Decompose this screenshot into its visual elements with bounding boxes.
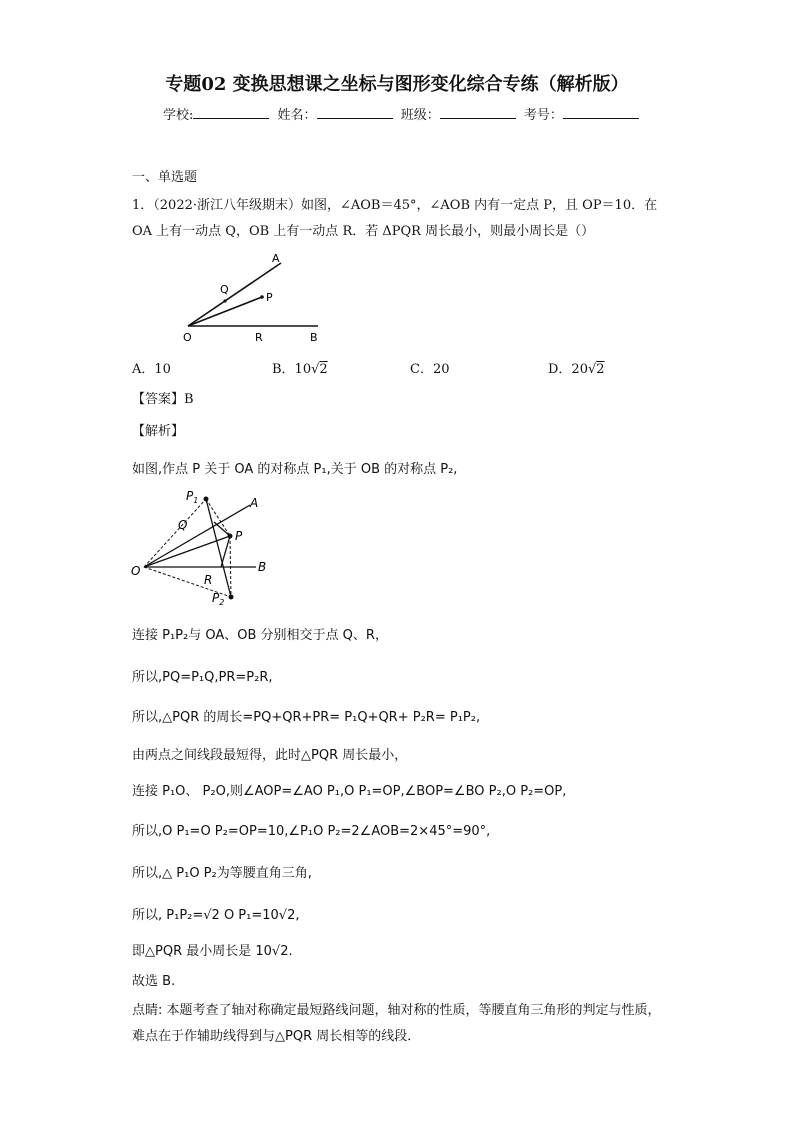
- label-b: B: [258, 560, 267, 574]
- question-figure: [180, 250, 330, 345]
- key-point-note: 点睛: 本题考查了轴对称确定最短路线问题，轴对称的性质，等腰直角三角形的判定与性质，难点在于作辅助线得到与△PQR 周长相等的线段．: [132, 1003, 661, 1044]
- point-p-dot: [228, 534, 233, 539]
- analysis-line-8: 所以,△ P₁O P₂为等腰直角三角,: [132, 866, 312, 881]
- dashed-o-p1: [144, 499, 206, 567]
- option-d-text: D．20: [548, 362, 588, 377]
- point-p2-dot: [229, 595, 234, 600]
- label-o: O: [131, 564, 141, 578]
- dashed-p1-p: [206, 499, 230, 536]
- label-q: Q: [178, 518, 188, 532]
- name-blank: [317, 106, 393, 119]
- analysis-line-3: 所以,PQ=P₁Q,PR=P₂R,: [132, 670, 273, 685]
- analysis-line-11: 故选 B.: [132, 974, 176, 989]
- analysis-line-6: 连接 P₁O、 P₂O,则∠AOP=∠AO P₁,O P₁=OP,∠BOP=∠BO P₂,O P₂=OP,: [132, 784, 567, 799]
- question-line-1: 1．（2022·浙江八年级期末）如图，∠AOB＝45°，∠AOB 内有一定点 P，且 OP＝10．在: [132, 198, 658, 213]
- sqrt-icon: √: [311, 362, 320, 377]
- analysis-figure: [128, 485, 278, 610]
- label-a: A: [250, 496, 259, 510]
- option-b-text: B．10: [272, 362, 312, 377]
- student-info-line: [163, 104, 643, 123]
- option-b: [272, 358, 328, 377]
- answer: 【答案】B: [132, 392, 194, 407]
- label-p: P: [266, 291, 273, 304]
- dashed-p-p2: [230, 536, 231, 597]
- name-label: 姓名：: [277, 108, 317, 123]
- option-a: A．10: [132, 362, 171, 377]
- label-o: O: [183, 331, 192, 344]
- class-label: 班级：: [400, 108, 440, 123]
- label-r: R: [204, 573, 213, 587]
- label-r: R: [255, 331, 263, 344]
- label-p2: $P_2$: [212, 591, 225, 607]
- number-label: 考号：: [523, 108, 563, 123]
- segment-pq: [214, 522, 230, 536]
- label-a: A: [272, 252, 280, 265]
- analysis-line-10: 即△PQR 最小周长是 10√2.: [132, 944, 293, 959]
- segment-pr: [221, 536, 230, 567]
- analysis-line-4: 所以,△PQR 的周长=PQ+QR+PR= P₁Q+QR+ P₂R= P₁P₂,: [132, 710, 481, 725]
- question-line-2: OA 上有一动点 Q，OB 上有一动点 R．若 ΔPQR 周长最小，则最小周长是（）: [132, 224, 595, 239]
- option-c: C．20: [410, 362, 450, 377]
- analysis-line-5: 由两点之间线段最短得，此时△PQR 周长最小，: [132, 748, 408, 763]
- label-b: B: [310, 331, 318, 344]
- label-q: Q: [220, 283, 229, 296]
- sqrt-icon: √: [587, 362, 597, 377]
- option-b-radicand: 2: [319, 362, 328, 377]
- section-heading: 一、单选题: [132, 170, 198, 185]
- label-p1: $P_1$: [186, 489, 199, 505]
- point-q-dot: [223, 299, 226, 302]
- analysis-line-7: 所以,O P₁=O P₂=OP=10,∠P₁O P₂=2∠AOB=2×45°=90°,: [132, 824, 491, 839]
- number-blank: [563, 106, 639, 119]
- analysis-line-9: 所以, P₁P₂=√2 O P₁=10√2,: [132, 908, 300, 923]
- analysis-heading: 【解析】: [132, 424, 185, 439]
- school-label: 学校:: [163, 108, 194, 123]
- analysis-line-2: 连接 P₁P₂与 OA、OB 分别相交于点 Q、R，: [132, 628, 388, 643]
- page-title: 专题02 变换思想课之坐标与图形变化综合专练（解析版）: [165, 74, 629, 95]
- point-p1-dot: [204, 497, 209, 502]
- point-p-dot: [260, 295, 264, 299]
- option-d-radicand: 2: [596, 362, 605, 377]
- option-d: [548, 358, 605, 377]
- class-blank: [440, 106, 516, 119]
- analysis-line-1: 如图,作点 P 关于 OA 的对称点 P₁,关于 OB 的对称点 P₂,: [132, 462, 458, 477]
- label-p: P: [235, 529, 243, 543]
- school-blank: [193, 106, 269, 119]
